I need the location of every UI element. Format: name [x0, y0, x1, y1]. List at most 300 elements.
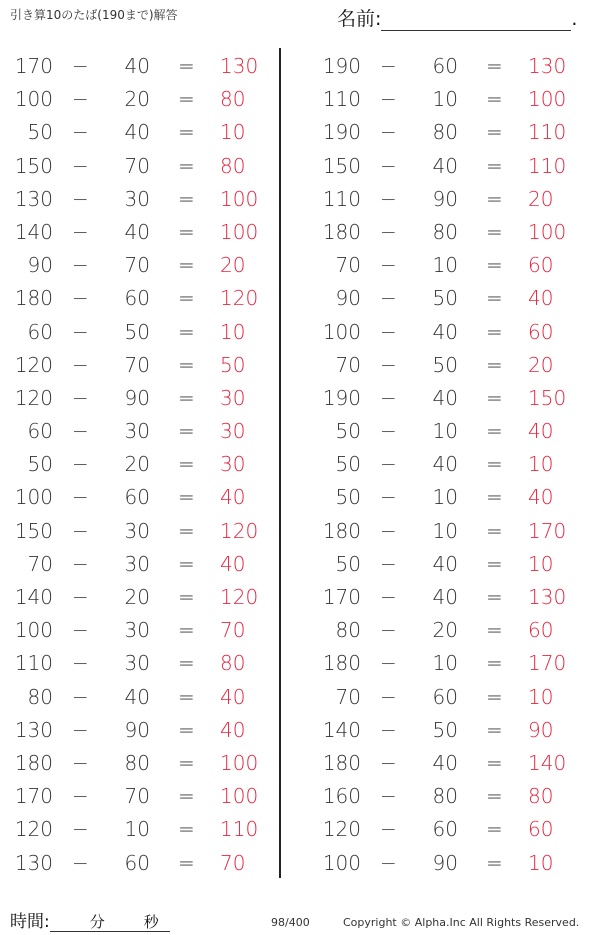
minuend: 120: [14, 352, 53, 377]
minus-sign: −: [72, 651, 89, 676]
subtrahend: 10: [432, 651, 458, 676]
equals-sign: =: [178, 817, 195, 842]
subtrahend: 20: [124, 585, 150, 609]
equals-sign: =: [178, 219, 195, 244]
equals-sign: =: [178, 585, 195, 609]
minuend: 150: [322, 153, 361, 178]
right-problem-column: [308, 49, 583, 879]
subtrahend: 60: [124, 485, 150, 510]
answer: 140: [528, 750, 567, 775]
minuend: 180: [14, 750, 53, 775]
equals-sign: =: [486, 54, 503, 78]
minus-sign: −: [380, 485, 397, 510]
answer: 60: [528, 618, 554, 643]
minuend: 130: [14, 850, 53, 875]
subtrahend: 70: [124, 153, 150, 178]
subtrahend: 50: [432, 286, 458, 311]
problem-row: [308, 281, 583, 314]
problem-row: [308, 49, 583, 82]
problem-row: [308, 315, 583, 348]
problem-row: [308, 248, 583, 281]
minus-sign: −: [380, 186, 397, 211]
problem-row: [308, 82, 583, 115]
minuend: 90: [335, 286, 361, 311]
equals-sign: =: [178, 352, 195, 377]
answer: 20: [220, 253, 246, 278]
problem-row: [0, 414, 275, 447]
problem-row: [0, 580, 275, 613]
subtrahend: 30: [124, 419, 150, 444]
subtrahend: 40: [432, 750, 458, 775]
answer: 40: [220, 551, 246, 576]
minus-sign: −: [380, 452, 397, 477]
problem-row: [308, 447, 583, 480]
minus-sign: −: [72, 319, 89, 344]
minus-sign: −: [380, 784, 397, 809]
name-label: 名前:: [337, 8, 382, 30]
seconds-label: 秒: [143, 913, 159, 931]
minus-sign: −: [72, 219, 89, 244]
minuend: 120: [14, 385, 53, 410]
minus-sign: −: [380, 219, 397, 244]
time-blank-line: [50, 913, 170, 932]
minus-sign: −: [380, 120, 397, 145]
equals-sign: =: [178, 286, 195, 311]
minuend: 140: [14, 219, 53, 244]
equals-sign: =: [486, 585, 503, 609]
subtrahend: 30: [124, 618, 150, 643]
minus-sign: −: [72, 452, 89, 477]
equals-sign: =: [178, 850, 195, 875]
answer: 120: [220, 518, 259, 543]
minus-sign: −: [72, 618, 89, 643]
answer: 60: [528, 253, 554, 278]
minus-sign: −: [72, 87, 89, 112]
equals-sign: =: [178, 684, 195, 709]
minus-sign: −: [72, 717, 89, 742]
subtrahend: 60: [432, 54, 458, 78]
problem-row: [308, 414, 583, 447]
minus-sign: −: [380, 352, 397, 377]
minus-sign: −: [380, 419, 397, 444]
minus-sign: −: [72, 784, 89, 809]
answer: 40: [528, 485, 554, 510]
equals-sign: =: [486, 518, 503, 543]
minus-sign: −: [380, 385, 397, 410]
minuend: 180: [322, 518, 361, 543]
minuend: 100: [14, 618, 53, 643]
minuend: 70: [335, 684, 361, 709]
time-field: [10, 907, 170, 932]
problem-row: [0, 713, 275, 746]
subtrahend: 20: [124, 452, 150, 477]
minuend: 60: [27, 319, 53, 344]
subtrahend: 70: [124, 253, 150, 278]
problem-row: [308, 846, 583, 879]
subtrahend: 10: [432, 518, 458, 543]
minuend: 190: [322, 54, 361, 78]
equals-sign: =: [178, 54, 195, 78]
answer: 110: [220, 817, 259, 842]
problem-row: [0, 812, 275, 845]
minuend: 120: [14, 817, 53, 842]
equals-sign: =: [486, 186, 503, 211]
subtrahend: 90: [432, 186, 458, 211]
equals-sign: =: [486, 87, 503, 112]
subtrahend: 70: [124, 784, 150, 809]
equals-sign: =: [486, 850, 503, 875]
problem-row: [0, 846, 275, 879]
minuend: 80: [27, 684, 53, 709]
minuend: 110: [14, 651, 53, 676]
page-number: 98/400: [271, 916, 310, 929]
equals-sign: =: [486, 319, 503, 344]
answer: 10: [528, 452, 554, 477]
problem-row: [308, 580, 583, 613]
minuend: 150: [14, 153, 53, 178]
subtrahend: 10: [432, 485, 458, 510]
answer: 10: [528, 684, 554, 709]
minuend: 80: [335, 618, 361, 643]
minus-sign: −: [380, 518, 397, 543]
equals-sign: =: [178, 750, 195, 775]
subtrahend: 80: [124, 750, 150, 775]
answer: 20: [528, 186, 554, 211]
minus-sign: −: [72, 120, 89, 145]
minus-sign: −: [72, 684, 89, 709]
subtrahend: 80: [432, 784, 458, 809]
problem-row: [308, 680, 583, 713]
equals-sign: =: [486, 551, 503, 576]
problem-row: [0, 779, 275, 812]
minus-sign: −: [380, 684, 397, 709]
answer: 40: [528, 286, 554, 311]
minuend: 180: [322, 750, 361, 775]
minuend: 120: [322, 817, 361, 842]
subtrahend: 90: [432, 850, 458, 875]
minuend: 100: [14, 485, 53, 510]
equals-sign: =: [486, 419, 503, 444]
problem-row: [308, 381, 583, 414]
answer: 110: [528, 120, 567, 145]
minuend: 160: [322, 784, 361, 809]
minuend: 180: [14, 286, 53, 311]
equals-sign: =: [178, 253, 195, 278]
equals-sign: =: [486, 352, 503, 377]
minuend: 140: [322, 717, 361, 742]
minuend: 50: [27, 452, 53, 477]
equals-sign: =: [178, 452, 195, 477]
column-divider: [279, 48, 281, 878]
subtrahend: 40: [432, 551, 458, 576]
name-end-dot: .: [571, 8, 578, 30]
subtrahend: 10: [432, 87, 458, 112]
minuend: 170: [14, 54, 53, 78]
problem-row: [0, 381, 275, 414]
minus-sign: −: [72, 286, 89, 311]
answer: 170: [528, 518, 567, 543]
answer: 60: [528, 319, 554, 344]
minus-sign: −: [72, 817, 89, 842]
subtrahend: 40: [432, 385, 458, 410]
equals-sign: =: [178, 87, 195, 112]
subtrahend: 70: [124, 352, 150, 377]
minus-sign: −: [380, 585, 397, 609]
problem-row: [0, 149, 275, 182]
minuend: 50: [27, 120, 53, 145]
answer: 30: [220, 419, 246, 444]
minus-sign: −: [72, 485, 89, 510]
minus-sign: −: [72, 54, 89, 78]
minuend: 50: [335, 551, 361, 576]
problem-row: [308, 348, 583, 381]
problem-row: [308, 480, 583, 513]
minuend: 170: [14, 784, 53, 809]
answer: 100: [220, 219, 259, 244]
minus-sign: −: [380, 319, 397, 344]
problem-row: [0, 215, 275, 248]
minuend: 50: [335, 419, 361, 444]
minus-sign: −: [72, 153, 89, 178]
minuend: 110: [322, 186, 361, 211]
problem-row: [0, 248, 275, 281]
minuend: 70: [27, 551, 53, 576]
left-problem-column: [0, 49, 275, 879]
answer: 40: [220, 485, 246, 510]
subtrahend: 20: [124, 87, 150, 112]
equals-sign: =: [486, 750, 503, 775]
minus-sign: −: [72, 551, 89, 576]
answer: 80: [220, 651, 246, 676]
answer: 130: [528, 585, 567, 609]
name-field: [337, 4, 577, 31]
answer: 40: [220, 717, 246, 742]
equals-sign: =: [486, 219, 503, 244]
equals-sign: =: [486, 651, 503, 676]
minus-sign: −: [72, 352, 89, 377]
minuend: 150: [14, 518, 53, 543]
equals-sign: =: [178, 120, 195, 145]
answer: 70: [220, 850, 246, 875]
minus-sign: −: [72, 750, 89, 775]
problem-row: [0, 182, 275, 215]
subtrahend: 50: [432, 352, 458, 377]
minus-sign: −: [380, 153, 397, 178]
subtrahend: 30: [124, 518, 150, 543]
equals-sign: =: [178, 153, 195, 178]
problem-row: [308, 182, 583, 215]
subtrahend: 90: [124, 717, 150, 742]
problem-row: [0, 82, 275, 115]
equals-sign: =: [486, 618, 503, 643]
subtrahend: 40: [432, 452, 458, 477]
problem-row: [308, 812, 583, 845]
problem-row: [0, 547, 275, 580]
equals-sign: =: [486, 153, 503, 178]
equals-sign: =: [178, 618, 195, 643]
problem-row: [308, 149, 583, 182]
equals-sign: =: [486, 452, 503, 477]
equals-sign: =: [178, 551, 195, 576]
problem-row: [308, 746, 583, 779]
minuend: 50: [335, 452, 361, 477]
minuend: 190: [322, 385, 361, 410]
problem-row: [0, 315, 275, 348]
answer: 30: [220, 385, 246, 410]
problem-row: [308, 713, 583, 746]
equals-sign: =: [178, 186, 195, 211]
subtrahend: 40: [124, 684, 150, 709]
minus-sign: −: [72, 253, 89, 278]
answer: 10: [220, 319, 246, 344]
subtrahend: 40: [432, 153, 458, 178]
minus-sign: −: [380, 551, 397, 576]
minus-sign: −: [72, 419, 89, 444]
minuend: 100: [14, 87, 53, 112]
answer: 40: [220, 684, 246, 709]
minus-sign: −: [72, 518, 89, 543]
minuend: 100: [322, 319, 361, 344]
answer: 100: [220, 186, 259, 211]
subtrahend: 60: [124, 286, 150, 311]
answer: 50: [220, 352, 246, 377]
answer: 40: [528, 419, 554, 444]
equals-sign: =: [486, 684, 503, 709]
minus-sign: −: [380, 850, 397, 875]
subtrahend: 80: [432, 120, 458, 145]
answer: 20: [528, 352, 554, 377]
equals-sign: =: [178, 784, 195, 809]
equals-sign: =: [486, 717, 503, 742]
equals-sign: =: [486, 286, 503, 311]
answer: 110: [528, 153, 567, 178]
minus-sign: −: [380, 618, 397, 643]
subtrahend: 60: [432, 684, 458, 709]
answer: 70: [220, 618, 246, 643]
copyright-notice: Copyright © Alpha.Inc All Rights Reserved.: [343, 916, 580, 929]
minuend: 180: [322, 651, 361, 676]
problem-row: [308, 613, 583, 646]
problem-row: [308, 514, 583, 547]
answer: 80: [528, 784, 554, 809]
minus-sign: −: [380, 651, 397, 676]
answer: 150: [528, 385, 567, 410]
time-label: 時間:: [10, 912, 50, 932]
problem-row: [308, 646, 583, 679]
problem-row: [0, 281, 275, 314]
minus-sign: −: [72, 385, 89, 410]
problem-row: [0, 447, 275, 480]
subtrahend: 80: [432, 219, 458, 244]
subtrahend: 50: [124, 319, 150, 344]
subtrahend: 60: [124, 850, 150, 875]
problem-row: [0, 348, 275, 381]
answer: 100: [220, 750, 259, 775]
subtrahend: 10: [432, 419, 458, 444]
minuend: 140: [14, 585, 53, 609]
minutes-label: 分: [89, 913, 105, 931]
minuend: 130: [14, 186, 53, 211]
subtrahend: 90: [124, 385, 150, 410]
equals-sign: =: [486, 253, 503, 278]
minus-sign: −: [72, 850, 89, 875]
equals-sign: =: [178, 518, 195, 543]
subtrahend: 40: [124, 219, 150, 244]
problem-row: [308, 779, 583, 812]
subtrahend: 30: [124, 551, 150, 576]
minus-sign: −: [380, 87, 397, 112]
subtrahend: 40: [124, 120, 150, 145]
problem-row: [0, 613, 275, 646]
minuend: 170: [322, 585, 361, 609]
equals-sign: =: [486, 485, 503, 510]
answer: 120: [220, 286, 259, 311]
equals-sign: =: [486, 784, 503, 809]
answer: 10: [528, 551, 554, 576]
minuend: 130: [14, 717, 53, 742]
equals-sign: =: [178, 651, 195, 676]
subtrahend: 40: [432, 319, 458, 344]
subtrahend: 30: [124, 651, 150, 676]
answer: 30: [220, 452, 246, 477]
answer: 10: [220, 120, 246, 145]
problem-row: [0, 49, 275, 82]
subtrahend: 20: [432, 618, 458, 643]
minus-sign: −: [380, 750, 397, 775]
equals-sign: =: [178, 717, 195, 742]
minuend: 190: [322, 120, 361, 145]
answer: 130: [220, 54, 259, 78]
equals-sign: =: [178, 385, 195, 410]
answer: 130: [528, 54, 567, 78]
subtrahend: 40: [124, 54, 150, 78]
minus-sign: −: [72, 585, 89, 609]
subtrahend: 40: [432, 585, 458, 609]
subtrahend: 30: [124, 186, 150, 211]
subtrahend: 10: [432, 253, 458, 278]
problem-row: [0, 646, 275, 679]
subtrahend: 50: [432, 717, 458, 742]
minuend: 70: [335, 352, 361, 377]
subtrahend: 10: [124, 817, 150, 842]
answer: 120: [220, 585, 259, 609]
minus-sign: −: [380, 717, 397, 742]
equals-sign: =: [486, 120, 503, 145]
answer: 90: [528, 717, 554, 742]
minuend: 90: [27, 253, 53, 278]
problem-row: [0, 115, 275, 148]
problem-row: [0, 480, 275, 513]
answer: 10: [528, 850, 554, 875]
equals-sign: =: [178, 485, 195, 510]
answer: 60: [528, 817, 554, 842]
problem-row: [308, 115, 583, 148]
problem-row: [0, 746, 275, 779]
problem-row: [0, 514, 275, 547]
worksheet-title: 引き算10のたば(190まで)解答: [10, 8, 178, 22]
minuend: 60: [27, 419, 53, 444]
name-blank-line: [381, 12, 571, 31]
minuend: 50: [335, 485, 361, 510]
answer: 80: [220, 153, 246, 178]
equals-sign: =: [178, 319, 195, 344]
minuend: 180: [322, 219, 361, 244]
minus-sign: −: [380, 253, 397, 278]
problem-row: [308, 215, 583, 248]
problem-row: [0, 680, 275, 713]
problem-row: [308, 547, 583, 580]
minuend: 70: [335, 253, 361, 278]
